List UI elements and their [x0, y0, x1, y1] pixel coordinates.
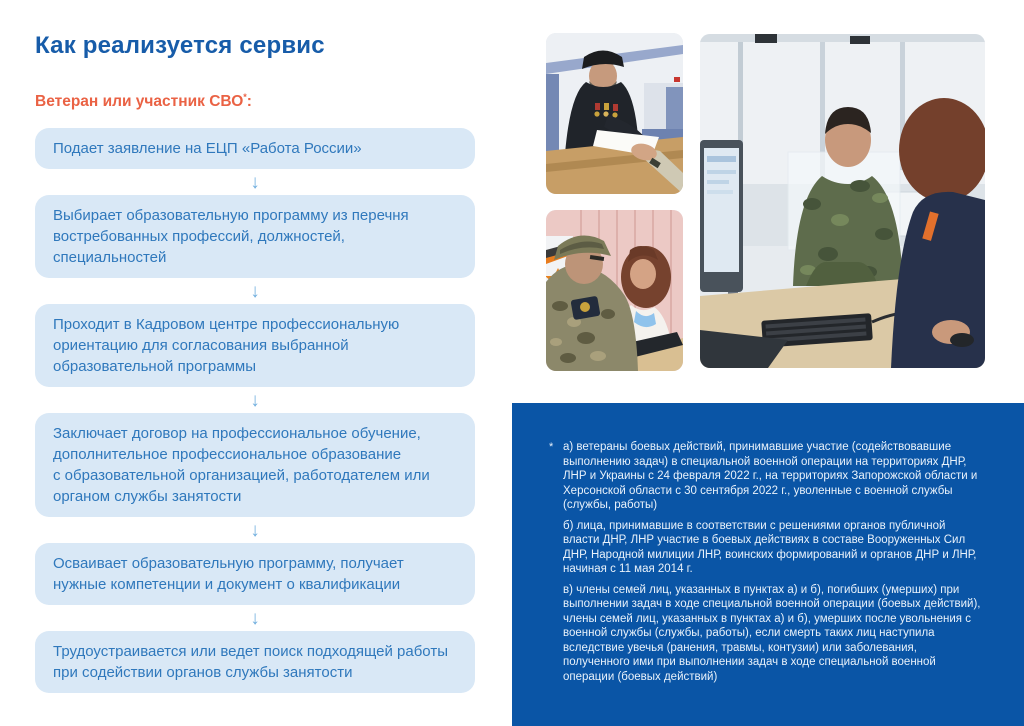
audience-heading-text: Ветеран или участник СВО [35, 93, 244, 111]
footnote-asterisk: * [549, 441, 554, 453]
flow-step-4: Заключает договор на профессиональное обучение, дополнительное профессиональное образование с образовательной организацией, работодателем или органом службы занятости [35, 413, 475, 517]
flow-step-2: Выбирает образовательную программу из перечня востребованных профессий, должностей, специальностей [35, 195, 475, 278]
process-flow [35, 128, 475, 693]
down-arrow-icon: ↓ [250, 171, 260, 193]
audience-heading [35, 92, 252, 111]
footnote-paragraph-a: а) ветераны боевых действий, принимавшие участие (содействовавшие выполнению задач) в специальной военной операции на территориях ДНР, ЛНР и Украины с 24 февраля 2022 г., на территориях Запорожской области и Херсонской области с 30 сентября 2022 г., уволенные с военной службы (службы, работы) [563, 441, 978, 511]
veteran-consultation-photo [546, 210, 683, 371]
photo-illustration [700, 34, 985, 368]
veteran-submitting-documents-photo [546, 33, 683, 194]
footnote-reference-asterisk: * [243, 92, 247, 102]
footnote-body [547, 440, 984, 684]
flow-step-3: Проходит в Кадровом центре профессиональную ориентацию для согласования выбранной образовательной программы [35, 304, 475, 387]
footnote-paragraph-v: в) члены семей лиц, указанных в пунктах а) и б), погибших (умерших) при выполнении задач в ходе специальной военной операции (боевых действий), члены семей лиц, указанных в пунктах а) и б), умерших после увольнения с военной службы (службы, работы), если смерть таких лиц наступила вследствие увечья (ранения, травмы, контузии) или заболевания, полученного ими при выполнении задач в ходе специальной военной операции (боевых действий) [563, 583, 981, 683]
down-arrow-icon: ↓ [250, 607, 260, 629]
down-arrow-icon: ↓ [250, 389, 260, 411]
audience-heading-colon: : [246, 93, 252, 111]
veteran-at-employment-center-desk-photo [700, 34, 985, 368]
flow-step-5: Осваивает образовательную программу, получает нужные компетенции и документ о квалификации [35, 543, 475, 605]
photo-illustration [546, 33, 683, 194]
flow-step-6: Трудоустраивается или ведет поиск подходящей работы при содействии органов службы занятости [35, 631, 475, 693]
page-title: Как реализуется сервис [35, 32, 325, 59]
footnote-panel [512, 403, 1024, 726]
photo-illustration [546, 210, 683, 371]
down-arrow-icon: ↓ [250, 519, 260, 541]
flow-step-1: Подает заявление на ЕЦП «Работа России» [35, 128, 475, 169]
down-arrow-icon: ↓ [250, 280, 260, 302]
footnote-paragraph-b: б) лица, принимавшие в соответствии с решениями органов публичной власти ДНР, ЛНР участие в боевых действиях в составе Вооруженных Сил ДНР, Народной милиции ЛНР, воинских формирований и органов ДНР и ЛНР, начиная с 11 мая 2014 г. [563, 519, 977, 575]
